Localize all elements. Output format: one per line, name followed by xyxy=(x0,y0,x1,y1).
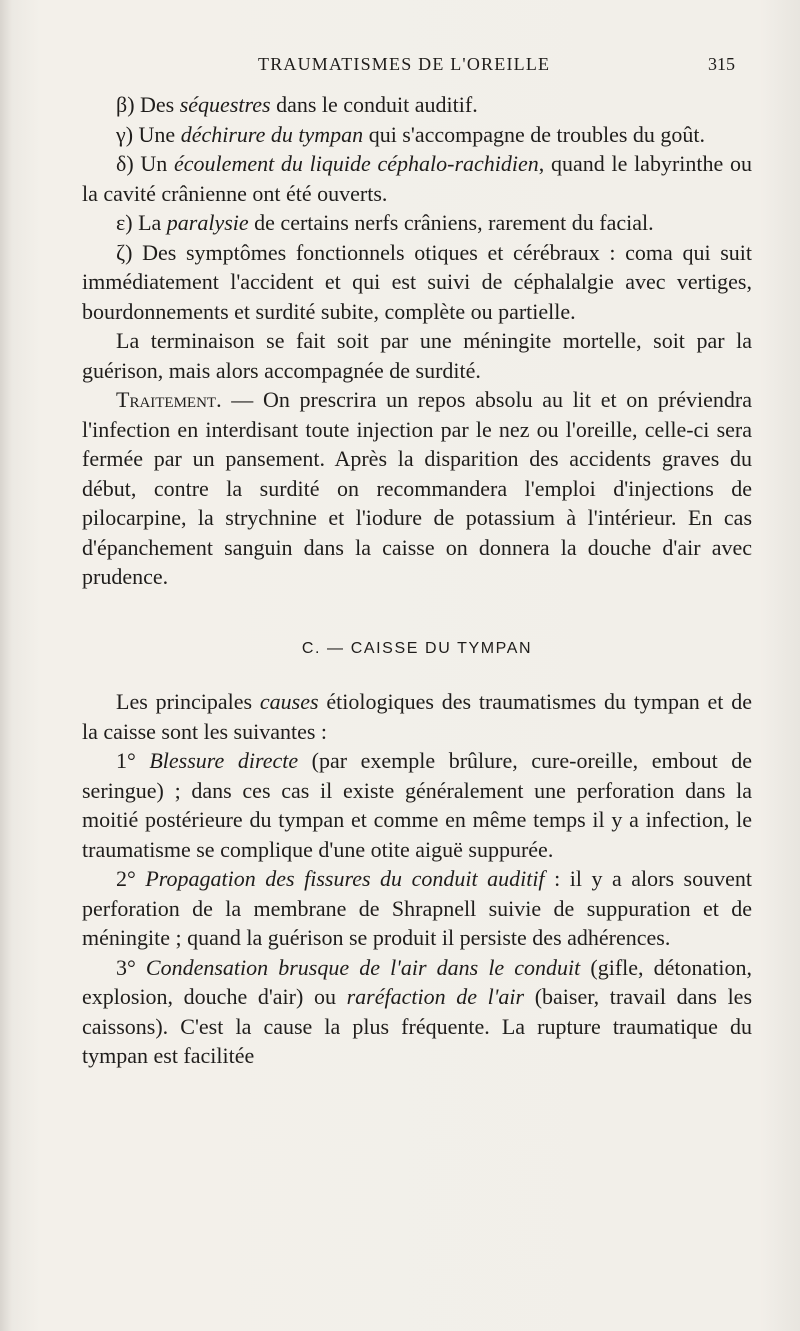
text-run: (baiser, travail dans les caissons). C'est la cause la plus fréquente. La rupture traumatique du tympan est facilitée xyxy=(82,984,753,1068)
text-run: étiologiques des traumatismes du tympan et de la caisse sont les suivantes : xyxy=(82,689,752,744)
italic-term: Blessure directe xyxy=(149,748,299,773)
text-run: , quand le labyrinthe ou la cavité crânienne ont été ouverts. xyxy=(82,151,752,206)
paragraph-blessure xyxy=(82,746,752,864)
text-run: β) Des xyxy=(116,92,180,117)
italic-term: paralysie xyxy=(166,210,249,235)
text-run: La terminaison se fait soit par une méningite mortelle, soit par la guérison, mais alors accompagnée de surdité. xyxy=(82,328,752,383)
text-run: (par exemple brûlure, cure-oreille, embout de seringue) ; dans ces cas il existe généralement une perforation dans la moitié postérieure du tympan et comme en même temps il y a infection, le traumatisme se complique d'une otite aiguë suppurée. xyxy=(82,748,752,862)
body-text xyxy=(82,90,752,1071)
section-heading: C. — CAISSE DU TYMPAN xyxy=(301,639,533,657)
italic-term: Condensation brusque de l'air dans le conduit xyxy=(145,954,581,980)
paragraph-terminaison xyxy=(82,326,752,385)
italic-term: Propagation des fissures du conduit auditif xyxy=(145,866,545,891)
paragraph-traitement xyxy=(82,385,752,592)
text-run: qui s'accompagne de troubles du goût. xyxy=(363,121,706,147)
paragraph-causes xyxy=(82,687,752,746)
running-head xyxy=(0,54,800,84)
text-run: ε) La xyxy=(116,210,167,235)
text-run: — On prescrira un repos absolu au lit et on préviendra l'infection en interdisant toute injection par le nez ou l'oreille, celle-ci sera fermée par un pansement. Après la disparition des accidents graves du début, contre la surdité on recommandera l'emploi d'injections de pilocarpine, la strychnine et l'iodure de potassium à l'intérieur. En cas d'épanchement sanguin dans la caisse on donnera la douche d'air avec prudence. xyxy=(82,387,752,589)
running-title: TRAUMATISMES DE L'OREILLE xyxy=(258,54,551,74)
text-run: ζ) Des symptômes fonctionnels otiques et cérébraux : coma qui suit immédiatement l'accident et qui est suivi de céphalalgie avec vertiges, bourdonnements et surdité subite, complète ou partielle. xyxy=(82,239,752,324)
paragraph-symptomes xyxy=(82,238,752,327)
text-run: 3° xyxy=(116,954,146,980)
paragraph-dechirure xyxy=(82,120,752,150)
italic-term: raréfaction de l'air xyxy=(346,984,525,1009)
text-run: de certains nerfs crâniens, rarement du facial. xyxy=(248,210,654,235)
text-run: : il y a alors souvent perforation de la membrane de Shrapnell suivie de suppuration et de méningite ; quand la guérison se produit il persiste des adhérences. xyxy=(82,866,752,950)
paragraph-condensation xyxy=(82,953,752,1071)
italic-term: écoulement du liquide céphalo-rachidien xyxy=(174,151,539,176)
italic-term: causes xyxy=(259,689,319,714)
paragraph-propagation xyxy=(82,864,752,953)
italic-term: séquestres xyxy=(179,92,271,117)
text-run: Les principales xyxy=(116,689,260,714)
text-run: (gifle, détonation, explosion, douche d'air) ou xyxy=(82,954,752,1009)
small-caps-heading: Traitement. xyxy=(116,387,222,412)
paragraph-sequestres xyxy=(82,90,752,120)
paragraph-ecoulement xyxy=(82,149,752,208)
paragraph-paralysie xyxy=(82,208,752,238)
italic-term: déchirure du tympan xyxy=(180,121,364,147)
text-run: dans le conduit auditif. xyxy=(270,92,478,117)
page-number: 315 xyxy=(708,54,735,74)
text-run: 1° xyxy=(116,748,150,773)
text-run: δ) Un xyxy=(116,151,175,176)
text-run: γ) Une xyxy=(116,121,181,147)
text-run: 2° xyxy=(116,866,146,891)
